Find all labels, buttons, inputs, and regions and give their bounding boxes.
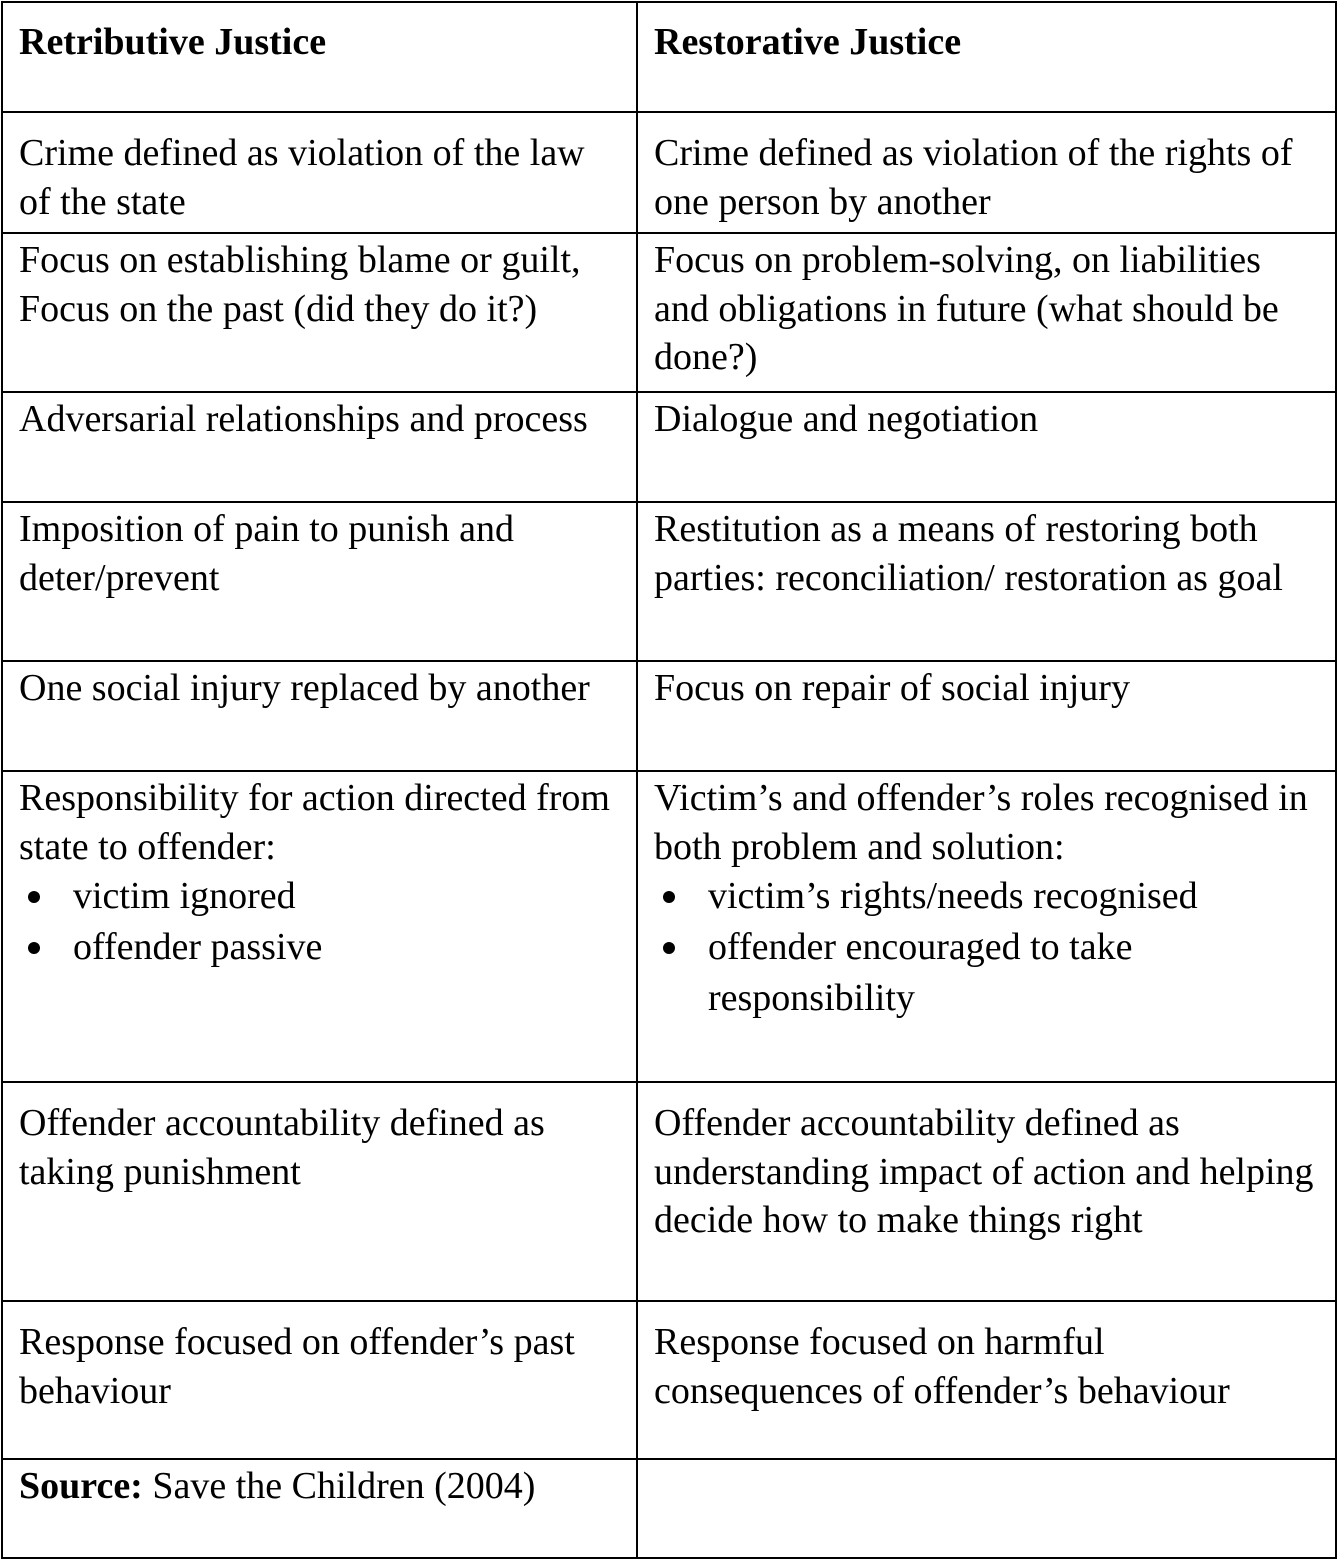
list-item: offender encouraged to take responsibility (654, 922, 1319, 1024)
retributive-bullet-list (19, 871, 620, 973)
table-row (2, 502, 1336, 661)
table-row (2, 392, 1336, 502)
source-label: Source: (19, 1465, 143, 1507)
bullet-icon (28, 891, 40, 903)
bullet-icon (28, 942, 40, 954)
table-row (2, 1301, 1336, 1459)
list-item: victim’s rights/needs recognised (654, 871, 1319, 922)
restorative-cell: Dialogue and negotiation (637, 392, 1336, 502)
table-header-row (2, 2, 1336, 112)
retributive-cell: Crime defined as violation of the law of the state (2, 112, 637, 233)
retributive-cell: Adversarial relationships and process (2, 392, 637, 502)
restorative-cell: Focus on problem-solving, on liabilities and obligations in future (what should be done?) (637, 233, 1336, 392)
retributive-cell: Offender accountability defined as taking punishment (2, 1082, 637, 1301)
retributive-cell: Imposition of pain to punish and deter/prevent (2, 502, 637, 661)
bullet-icon (663, 942, 675, 954)
table-row (2, 1082, 1336, 1301)
list-item: offender passive (19, 922, 620, 973)
header-retributive: Retributive Justice (2, 2, 637, 112)
restorative-cell: Offender accountability defined as understanding impact of action and helping decide how to make things right (637, 1082, 1336, 1301)
header-restorative: Restorative Justice (637, 2, 1336, 112)
table-row (2, 112, 1336, 233)
list-item: victim ignored (19, 871, 620, 922)
retributive-cell: Focus on establishing blame or guilt, Focus on the past (did they do it?) (2, 233, 637, 392)
empty-cell (637, 1459, 1336, 1558)
retributive-cell: Responsibility for action directed from state to offender: victim ignored offender passive (2, 771, 637, 1082)
table-row (2, 661, 1336, 771)
source-row (2, 1459, 1336, 1558)
restorative-cell: Restitution as a means of restoring both parties: reconciliation/ restoration as goal (637, 502, 1336, 661)
restorative-cell: Response focused on harmful consequences of offender’s behaviour (637, 1301, 1336, 1459)
source-citation (19, 1462, 620, 1511)
bullet-icon (663, 891, 675, 903)
source-text: Save the Children (2004) (152, 1465, 536, 1507)
restorative-cell: Focus on repair of social injury (637, 661, 1336, 771)
comparison-table (1, 1, 1337, 1559)
table-row (2, 771, 1336, 1082)
restorative-bullet-list (654, 871, 1319, 1024)
retributive-cell: One social injury replaced by another (2, 661, 637, 771)
table-row (2, 233, 1336, 392)
restorative-cell: Victim’s and offender’s roles recognised in both problem and solution: victim’s rights/needs recognised offender encouraged to take responsibility (637, 771, 1336, 1082)
source-cell (2, 1459, 637, 1558)
retributive-cell: Response focused on offender’s past behaviour (2, 1301, 637, 1459)
restorative-cell: Crime defined as violation of the rights of one person by another (637, 112, 1336, 233)
